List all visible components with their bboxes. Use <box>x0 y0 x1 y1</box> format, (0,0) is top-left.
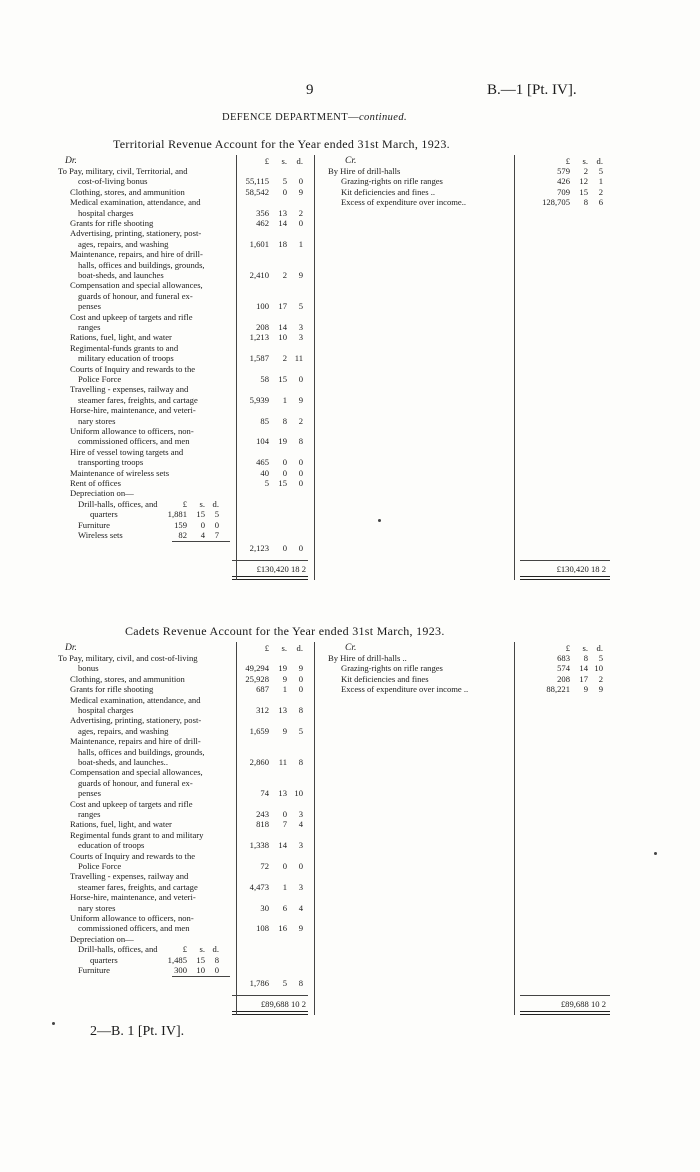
credit-side-label: Cr. <box>345 156 357 166</box>
debit-item-text: halls, offices and buildings, grounds, <box>78 746 205 757</box>
debit-item-amount-pence: 2 <box>298 207 303 218</box>
debit-side-label: Dr. <box>65 643 77 653</box>
debit-side-label: Dr. <box>65 156 77 166</box>
debit-item-text: Compensation and special allowances, <box>70 767 203 778</box>
depreciation-total-amount-shillings: 0 <box>282 543 287 554</box>
debit-item-amount-pence: 8 <box>298 757 303 767</box>
credit-item-amount-shillings: 12 <box>579 176 588 187</box>
debit-item-text: ages, repairs, and washing <box>78 238 169 249</box>
debit-item-amount-pence: 9 <box>298 270 303 280</box>
debit-item-amount-shillings: 14 <box>278 322 287 332</box>
debit-item-amount-pence: 9 <box>298 186 303 197</box>
debit-item-amount-shillings: 1 <box>282 684 287 695</box>
account-title: Territorial Revenue Account for the Year ended 31st March, 1923. <box>113 137 450 151</box>
debit-item-amount-pence: 3 <box>298 809 303 819</box>
depreciation-item-amount-pounds: 1,881 <box>167 509 187 520</box>
debit-item-amount-shillings: 0 <box>282 186 287 197</box>
debit-currency-pounds: £ <box>264 156 269 166</box>
debit-item-text: To Pay, military, civil, Territorial, and <box>58 166 188 176</box>
debit-item-amount-shillings: 13 <box>278 705 287 715</box>
debit-item-text: Police Force <box>78 861 122 871</box>
depreciation-subtotal-rule <box>172 541 230 542</box>
depreciation-total-amount-pounds: 2,123 <box>249 543 269 554</box>
credit-currency-pounds: £ <box>565 643 570 653</box>
debit-item-amount-shillings: 9 <box>282 725 287 736</box>
debit-item-text: guards of honour, and funeral ex- <box>78 290 193 301</box>
debit-item-text: ranges <box>78 809 101 819</box>
credit-total: £130,420 18 2 <box>556 563 606 574</box>
debit-total-rule-bottom <box>232 1011 308 1015</box>
depreciation-total-amount-shillings: 5 <box>282 978 287 989</box>
debit-item-amount-shillings: 8 <box>282 415 287 426</box>
credit-item-amount-shillings: 9 <box>583 684 588 695</box>
credit-item-amount-pence: 5 <box>598 166 603 176</box>
credit-amount-column-rule <box>514 155 515 580</box>
report-reference: B.—1 [Pt. IV]. <box>487 82 577 98</box>
debit-item-text: Police Force <box>78 374 122 384</box>
debit-item-text: Courts of Inquiry and rewards to the <box>70 850 196 861</box>
debit-item-amount-shillings: 19 <box>278 436 287 447</box>
debit-item-amount-pence: 0 <box>298 478 303 488</box>
page-mark <box>378 519 381 522</box>
debit-total: £130,420 18 2 <box>256 563 306 574</box>
credit-currency-pence: d. <box>596 643 603 653</box>
debit-item-amount-pence: 3 <box>298 322 303 332</box>
debit-item-text: Regimental-funds grants to and <box>70 342 179 353</box>
debit-item-amount-pence: 0 <box>298 457 303 468</box>
depreciation-item-amount-pence: 7 <box>214 530 219 540</box>
depreciation-currency-pounds: £ <box>182 498 187 509</box>
debit-currency-pounds: £ <box>264 643 269 653</box>
depreciation-subtotal-rule <box>172 976 230 977</box>
debit-item-amount-pence: 4 <box>298 819 303 830</box>
debit-item-amount-pence: 9 <box>298 663 303 674</box>
debit-item-text: Clothing, stores, and ammunition <box>70 186 185 197</box>
debit-item-amount-pounds: 818 <box>256 819 269 830</box>
debit-item-amount-shillings: 1 <box>282 394 287 405</box>
credit-side-label: Cr. <box>345 643 357 653</box>
depreciation-currency-shillings: s. <box>199 944 205 955</box>
debit-item-amount-shillings: 6 <box>282 902 287 913</box>
debit-item-amount-pounds: 2,860 <box>249 757 269 767</box>
depreciation-total-amount-pence: 0 <box>298 543 303 554</box>
credit-item-text: By Hire of drill-halls <box>328 166 401 176</box>
debit-item-amount-shillings: 9 <box>282 673 287 684</box>
debit-item-text: Medical examination, attendance, and <box>70 197 201 208</box>
debit-item-amount-pounds: 1,587 <box>249 353 269 364</box>
debit-item-amount-shillings: 5 <box>282 176 287 187</box>
debit-item-amount-pounds: 462 <box>256 218 269 228</box>
depreciation-total-amount-pence: 8 <box>298 978 303 989</box>
debit-item-text: transporting troops <box>78 457 144 468</box>
debit-item-amount-shillings: 2 <box>282 353 287 364</box>
depreciation-item-amount-pounds: 159 <box>174 519 187 530</box>
debit-item-amount-shillings: 14 <box>278 840 287 851</box>
credit-item-text: Excess of expenditure over income .. <box>341 684 469 695</box>
depreciation-item-amount-pence: 0 <box>214 519 219 530</box>
debit-item-amount-pounds: 74 <box>260 788 269 799</box>
debit-item-text: Rent of offices <box>70 478 121 488</box>
credit-item-amount-pence: 9 <box>598 684 603 695</box>
department-name: DEFENCE DEPARTMENT— <box>222 112 359 123</box>
debit-item-amount-pence: 9 <box>298 394 303 405</box>
credit-item-amount-pounds: 426 <box>557 176 570 187</box>
debit-item-amount-pounds: 1,338 <box>249 840 269 851</box>
debit-item-text: hospital charges <box>78 705 134 715</box>
debit-item-amount-shillings: 15 <box>278 374 287 384</box>
credit-item-text: Grazing-rights on rifle ranges <box>341 663 443 674</box>
debit-item-amount-pence: 0 <box>298 176 303 187</box>
debit-currency-shillings: s. <box>281 643 287 653</box>
depreciation-item-amount-pence: 5 <box>214 509 219 520</box>
debit-item-amount-shillings: 0 <box>282 457 287 468</box>
credit-total-rule-bottom <box>520 1011 610 1015</box>
page-number: 9 <box>306 82 314 98</box>
debit-item-text: education of troops <box>78 840 145 851</box>
department-heading <box>222 112 407 123</box>
depreciation-currency-pounds: £ <box>182 944 187 955</box>
debit-item-amount-pounds: 30 <box>260 902 269 913</box>
debit-item-amount-pence: 5 <box>298 725 303 736</box>
debit-item-amount-pounds: 55,115 <box>245 176 269 187</box>
depreciation-item-text: quarters <box>90 954 118 965</box>
debit-item-text: Horse-hire, maintenance, and veteri- <box>70 892 196 903</box>
debit-item-text: cost-of-living bonus <box>78 176 148 187</box>
depreciation-total-amount-pounds: 1,786 <box>249 978 269 989</box>
debit-item-amount-pounds: 25,928 <box>245 673 269 684</box>
debit-item-amount-pence: 3 <box>298 840 303 851</box>
depreciation-item-text: Drill-halls, offices, and <box>78 498 158 509</box>
debit-item-text: Medical examination, attendance, and <box>70 694 201 705</box>
credit-item-amount-pounds: 88,221 <box>546 684 570 695</box>
credit-currency-shillings: s. <box>582 156 588 166</box>
debit-currency-pence: d. <box>296 156 303 166</box>
debit-item-text: Cost and upkeep of targets and rifle <box>70 311 193 322</box>
debit-item-text: Uniform allowance to officers, non- <box>70 426 194 436</box>
credit-item-amount-shillings: 14 <box>579 663 588 674</box>
debit-item-text: Clothing, stores, and ammunition <box>70 673 185 684</box>
debit-currency-shillings: s. <box>281 156 287 166</box>
debit-item-amount-pounds: 356 <box>256 207 269 218</box>
debit-total-rule-top <box>232 995 308 996</box>
debit-item-amount-pence: 1 <box>298 238 303 249</box>
debit-item-amount-shillings: 17 <box>278 301 287 312</box>
depreciation-item-amount-pounds: 1,485 <box>167 954 187 965</box>
credit-item-amount-pence: 1 <box>598 176 603 187</box>
depreciation-currency-pence: d. <box>212 498 219 509</box>
debit-item-text: steamer fares, freights, and cartage <box>78 881 198 892</box>
debit-item-text: Rations, fuel, light, and water <box>70 819 172 830</box>
debit-item-amount-pence: 3 <box>298 332 303 343</box>
credit-item-amount-shillings: 8 <box>583 653 588 663</box>
debit-item-amount-pence: 0 <box>298 374 303 384</box>
depreciation-item-amount-pounds: 300 <box>174 965 187 975</box>
credit-item-amount-pounds: 709 <box>557 186 570 197</box>
debit-item-text: steamer fares, freights, and cartage <box>78 394 198 405</box>
debit-item-amount-shillings: 15 <box>278 478 287 488</box>
debit-currency-pence: d. <box>296 643 303 653</box>
depreciation-item-amount-shillings: 4 <box>200 530 205 540</box>
debit-item-text: Grants for rifle shooting <box>70 684 154 695</box>
debit-item-text: To Pay, military, civil, and cost-of-living <box>58 653 198 663</box>
debit-item-amount-shillings: 2 <box>282 270 287 280</box>
credit-item-amount-shillings: 17 <box>579 673 588 684</box>
footer-reference: 2—B. 1 [Pt. IV]. <box>90 1024 185 1039</box>
debit-item-amount-pounds: 5,939 <box>249 394 269 405</box>
credit-item-text: Kit deficiencies and fines .. <box>341 186 436 197</box>
credit-currency-pounds: £ <box>565 156 570 166</box>
credit-item-amount-shillings: 8 <box>583 197 588 208</box>
debit-item-text: ages, repairs, and washing <box>78 725 169 736</box>
credit-currency-pence: d. <box>596 156 603 166</box>
debit-item-text: Horse-hire, maintenance, and veteri- <box>70 405 196 416</box>
debit-item-text: Courts of Inquiry and rewards to the <box>70 363 196 374</box>
credit-total-rule-bottom <box>520 576 610 580</box>
debit-item-amount-pence: 2 <box>298 415 303 426</box>
debit-item-amount-shillings: 18 <box>278 238 287 249</box>
debit-item-amount-pounds: 72 <box>260 861 269 871</box>
credit-item-text: Excess of expenditure over income.. <box>341 197 467 208</box>
debit-amount-column-rule <box>236 642 237 1015</box>
debit-item-text: Advertising, printing, stationery, post- <box>70 228 202 239</box>
debit-item-amount-pence: 0 <box>298 218 303 228</box>
debit-item-amount-pence: 5 <box>298 301 303 312</box>
depreciation-item-amount-pence: 8 <box>214 954 219 965</box>
debit-item-amount-pounds: 49,294 <box>245 663 269 674</box>
depreciation-item-text: Drill-halls, offices, and <box>78 944 158 955</box>
debit-item-text: nary stores <box>78 415 116 426</box>
credit-item-amount-pence: 10 <box>594 663 603 674</box>
credit-item-amount-pence: 2 <box>598 186 603 197</box>
debit-item-text: Hire of vessel towing targets and <box>70 446 184 457</box>
debit-item-amount-shillings: 11 <box>278 757 287 767</box>
debit-item-text: Grants for rifle shooting <box>70 218 154 228</box>
debit-item-text: commissioned officers, and men <box>78 923 190 934</box>
debit-right-rule <box>314 642 315 1015</box>
debit-item-amount-pence: 10 <box>294 788 303 799</box>
debit-item-amount-pounds: 1,659 <box>249 725 269 736</box>
debit-item-amount-shillings: 13 <box>278 788 287 799</box>
depreciation-item-text: Furniture <box>78 519 110 530</box>
debit-amount-column-rule <box>236 155 237 580</box>
depreciation-currency-pence: d. <box>212 944 219 955</box>
debit-item-amount-pounds: 40 <box>260 467 269 478</box>
debit-item-amount-pounds: 100 <box>256 301 269 312</box>
debit-item-text: bonus <box>78 663 99 674</box>
debit-item-amount-pounds: 208 <box>256 322 269 332</box>
debit-item-amount-shillings: 0 <box>282 809 287 819</box>
page-mark <box>52 1022 55 1025</box>
debit-item-amount-pence: 0 <box>298 861 303 871</box>
debit-item-amount-pence: 11 <box>294 353 303 364</box>
debit-item-amount-shillings: 0 <box>282 467 287 478</box>
debit-item-amount-pounds: 4,473 <box>249 881 269 892</box>
debit-item-amount-pounds: 58 <box>260 374 269 384</box>
debit-item-amount-shillings: 13 <box>278 207 287 218</box>
credit-total-rule-top <box>520 995 610 996</box>
credit-item-amount-pounds: 579 <box>557 166 570 176</box>
debit-item-amount-pounds: 465 <box>256 457 269 468</box>
debit-item-text: penses <box>78 788 101 799</box>
credit-item-amount-pounds: 574 <box>557 663 570 674</box>
credit-item-amount-shillings: 2 <box>583 166 588 176</box>
debit-item-amount-pounds: 108 <box>256 923 269 934</box>
credit-item-text: Grazing-rights on rifle ranges <box>341 176 443 187</box>
debit-item-amount-shillings: 1 <box>282 881 287 892</box>
debit-item-text: Maintenance of wireless sets <box>70 467 170 478</box>
debit-item-amount-shillings: 16 <box>278 923 287 934</box>
debit-item-text: nary stores <box>78 902 116 913</box>
debit-item-amount-pence: 0 <box>298 684 303 695</box>
credit-item-amount-shillings: 15 <box>579 186 588 197</box>
credit-currency-shillings: s. <box>582 643 588 653</box>
debit-item-amount-pounds: 104 <box>256 436 269 447</box>
credit-item-amount-pounds: 128,705 <box>542 197 570 208</box>
debit-item-text: Compensation and special allowances, <box>70 280 203 291</box>
debit-total-rule-top <box>232 560 308 561</box>
debit-item-text: ranges <box>78 322 101 332</box>
debit-total-rule-bottom <box>232 576 308 580</box>
debit-item-amount-pounds: 312 <box>256 705 269 715</box>
depreciation-item-amount-shillings: 15 <box>196 954 205 965</box>
debit-item-amount-shillings: 0 <box>282 861 287 871</box>
depreciation-item-amount-shillings: 0 <box>200 519 205 530</box>
depreciation-item-text: quarters <box>90 509 118 520</box>
credit-item-amount-pence: 6 <box>598 197 603 208</box>
depreciation-item-amount-shillings: 15 <box>196 509 205 520</box>
debit-item-text: Uniform allowance to officers, non- <box>70 913 194 923</box>
credit-item-amount-pence: 2 <box>598 673 603 684</box>
credit-item-amount-pounds: 683 <box>557 653 570 663</box>
credit-item-text: By Hire of drill-halls .. <box>328 653 407 663</box>
debit-item-amount-pence: 8 <box>298 705 303 715</box>
depreciation-item-amount-pence: 0 <box>214 965 219 975</box>
debit-item-amount-pence: 9 <box>298 923 303 934</box>
depreciation-label: Depreciation on— <box>70 933 134 944</box>
debit-item-amount-shillings: 14 <box>278 218 287 228</box>
credit-amount-column-rule <box>514 642 515 1015</box>
debit-item-amount-pence: 0 <box>298 467 303 478</box>
debit-item-text: Rations, fuel, light, and water <box>70 332 172 343</box>
debit-right-rule <box>314 155 315 580</box>
debit-item-text: boat-sheds, and launches.. <box>78 757 168 767</box>
debit-item-amount-pence: 0 <box>298 673 303 684</box>
debit-item-text: Maintenance, repairs, and hire of drill- <box>70 249 203 260</box>
credit-item-amount-pounds: 208 <box>557 673 570 684</box>
debit-item-text: boat-sheds, and launches <box>78 270 164 280</box>
debit-item-text: Advertising, printing, stationery, post- <box>70 715 202 726</box>
debit-total: £89,688 10 2 <box>260 998 306 1009</box>
debit-item-amount-pounds: 5 <box>264 478 269 488</box>
debit-item-amount-pounds: 2,410 <box>249 270 269 280</box>
debit-item-amount-pence: 4 <box>298 902 303 913</box>
credit-total: £89,688 10 2 <box>560 998 606 1009</box>
depreciation-item-text: Furniture <box>78 965 110 975</box>
debit-item-amount-pounds: 687 <box>256 684 269 695</box>
depreciation-item-amount-shillings: 10 <box>196 965 205 975</box>
credit-item-text: Kit deficiencies and fines <box>341 673 429 684</box>
debit-item-amount-shillings: 7 <box>282 819 287 830</box>
depreciation-currency-shillings: s. <box>199 498 205 509</box>
debit-item-text: Maintenance, repairs and hire of drill- <box>70 736 201 747</box>
debit-item-amount-pounds: 58,542 <box>245 186 269 197</box>
debit-item-text: halls, offices and buildings, grounds, <box>78 259 205 270</box>
debit-item-text: Cost and upkeep of targets and rifle <box>70 798 193 809</box>
debit-item-text: hospital charges <box>78 207 134 218</box>
depreciation-item-text: Wireless sets <box>78 530 123 540</box>
debit-item-amount-pounds: 243 <box>256 809 269 819</box>
debit-item-text: Travelling - expenses, railway and <box>70 871 189 882</box>
debit-item-text: military education of troops <box>78 353 174 364</box>
debit-item-text: commissioned officers, and men <box>78 436 190 447</box>
debit-item-amount-pounds: 1,601 <box>249 238 269 249</box>
debit-item-amount-pence: 8 <box>298 436 303 447</box>
depreciation-item-amount-pounds: 82 <box>178 530 187 540</box>
account-title: Cadets Revenue Account for the Year ended 31st March, 1923. <box>125 624 445 638</box>
department-continued: continued. <box>358 112 407 123</box>
credit-item-amount-pence: 5 <box>598 653 603 663</box>
depreciation-label: Depreciation on— <box>70 488 134 499</box>
debit-item-text: penses <box>78 301 101 312</box>
page-mark <box>654 852 657 855</box>
debit-item-text: guards of honour, and funeral ex- <box>78 777 193 788</box>
credit-total-rule-top <box>520 560 610 561</box>
debit-item-amount-shillings: 10 <box>278 332 287 343</box>
debit-item-text: Travelling - expenses, railway and <box>70 384 189 395</box>
debit-item-text: Regimental funds grant to and military <box>70 829 204 840</box>
debit-item-amount-shillings: 19 <box>278 663 287 674</box>
debit-item-amount-pence: 3 <box>298 881 303 892</box>
debit-item-amount-pounds: 85 <box>260 415 269 426</box>
debit-item-amount-pounds: 1,213 <box>249 332 269 343</box>
